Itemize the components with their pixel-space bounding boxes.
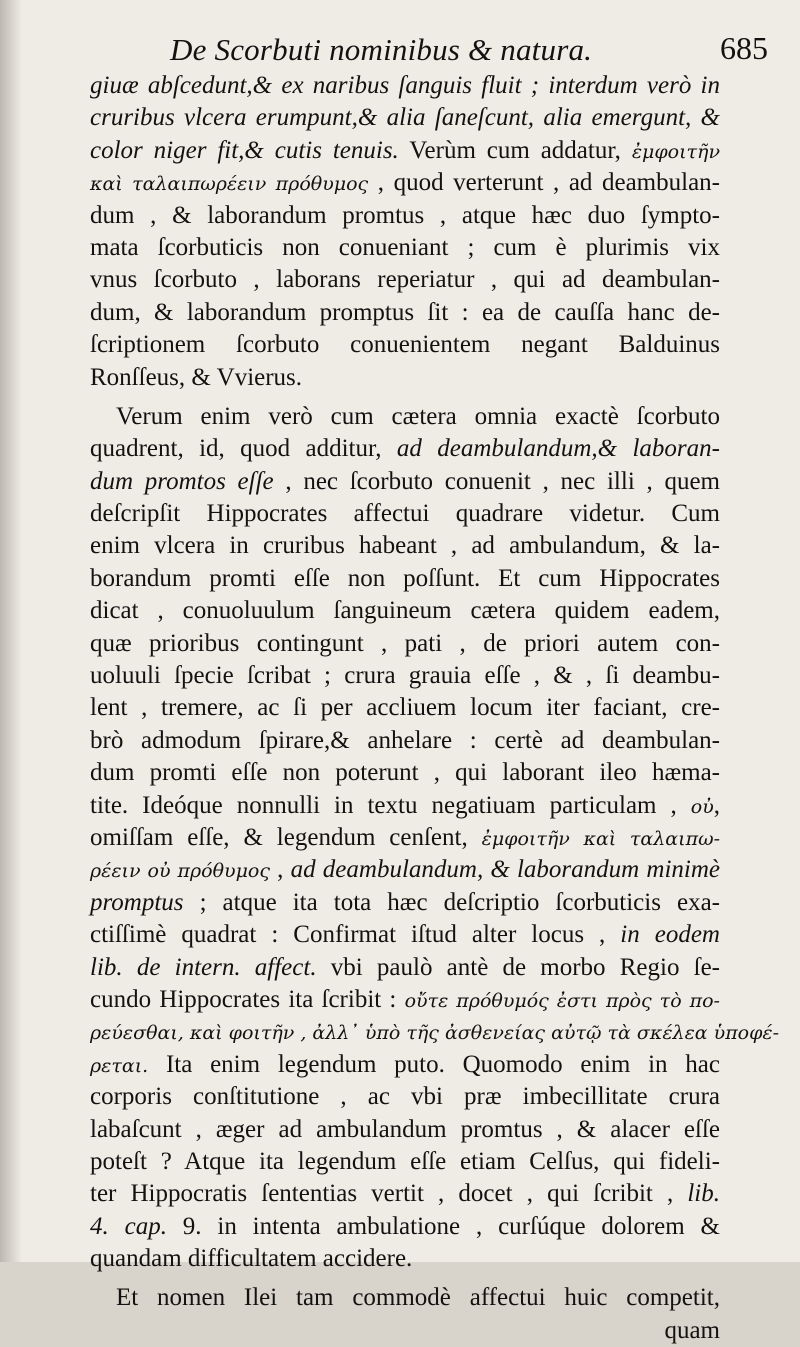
text-line (90, 563, 720, 595)
italic-text: dum promtos eſſe (90, 467, 274, 495)
roman-text: Ita enim legendum puto. Quomodo enim in hac (148, 1050, 720, 1078)
text-line (90, 1114, 720, 1146)
text-line (90, 595, 720, 627)
roman-text: quadrent, id, quod additur, (90, 435, 397, 463)
roman-text: , (713, 791, 720, 819)
roman-text: deſcripſit Hippocrates affectui quadrare videtur. Cum (90, 500, 720, 528)
italic-text: cruribus vlcera erumpunt,& alia ſaneſcunt, alia emergunt, & (90, 104, 720, 132)
page-header (170, 30, 768, 74)
text-line (90, 466, 720, 498)
text-line (90, 1016, 780, 1048)
text-line (90, 1243, 720, 1275)
roman-text: uoluuli ſpecie ſcribat ; crura grauia eſſe , & , ſi deambu- (90, 662, 720, 690)
greek-text: οὔτε πρόθυμός ἐστι πρὸς τὸ πο- (404, 989, 720, 1012)
roman-text: corporis conſtitutione , ac vbi præ imbecillitate crura (90, 1083, 720, 1111)
text-line (90, 628, 720, 660)
text-line (90, 167, 720, 199)
text-line (90, 433, 720, 465)
text-line (90, 1049, 720, 1081)
italic-text: lib. de intern. affect. (90, 953, 317, 981)
text-line (90, 660, 720, 692)
roman-text: Verùm cum addatur, (398, 136, 632, 164)
text-line (90, 70, 720, 102)
roman-text: labaſcunt , æger ad ambulandum promtus , & alacer eſſe (90, 1115, 720, 1143)
text-line (90, 1282, 720, 1314)
roman-text: ; atque ita tota hæc deſcriptio ſcorbuticis exa- (183, 888, 720, 916)
text-line (90, 1315, 720, 1347)
roman-text: quam (664, 1316, 720, 1344)
roman-text: omiſſam eſſe, & legendum cenſent, (90, 823, 482, 851)
italic-text: lib. (687, 1180, 720, 1208)
roman-text: ſcriptionem ſcorbuto conuenientem negant Balduinus (90, 331, 720, 359)
text-line (90, 297, 720, 329)
text-line (90, 887, 720, 919)
roman-text: Ronſſeus, & Vvierus. (90, 363, 303, 391)
text-line (90, 1178, 720, 1210)
roman-text: ctiſſimè quadrat : Confirmat iſtud alter locus , (90, 921, 621, 949)
text-line (90, 401, 720, 433)
roman-text: ter Hippocratis ſententias vertit , docet , qui ſcribit , (90, 1180, 688, 1208)
greek-text: ρέειν οὐ πρόθυμος (90, 860, 270, 883)
text-line (90, 790, 720, 822)
text-line (90, 1146, 720, 1178)
text-line (90, 102, 720, 134)
text-line (90, 725, 720, 757)
text-line (90, 362, 720, 394)
italic-text: color niger fit,& cutis tenuis. (90, 136, 399, 164)
roman-text: dum, & laborandum promptus ſit : ea de cauſſa hanc de- (90, 298, 720, 326)
italic-text: in eodem (620, 921, 720, 949)
text-line (90, 692, 720, 724)
roman-text: Verum enim verò cum cætera omnia exactè ſcorbuto (116, 402, 720, 430)
text-line (90, 530, 720, 562)
greek-text: καὶ ταλαιπωρέειν πρόθυμος (90, 173, 369, 196)
greek-text: ἐμφοιτῆν (631, 140, 720, 163)
greek-text: ρεύεσθαι, καὶ φοιτῆν , ἀλλ᾽ ὑπὸ τῆς ἀσθενείας αὐτῷ τὰ σκέλεα ὑποφέ- (90, 1022, 780, 1045)
roman-text: , (270, 856, 291, 884)
italic-text: giuæ abſcedunt,& ex naribus ſanguis fluit ; interdum verò in (90, 72, 720, 99)
text-line (90, 498, 720, 530)
roman-text: mata ſcorbuticis non conueniant ; cum è plurimis vix (90, 233, 720, 261)
text-line (90, 984, 720, 1016)
text-line (90, 822, 720, 854)
roman-text: , quod verterunt , ad deambulan- (368, 169, 720, 197)
text-line (90, 329, 720, 361)
roman-text: poteſt ? Atque ita legendum eſſe etiam Celſus, qui fideli- (90, 1147, 720, 1175)
italic-text: ad deambulandum, & laborandum minimè (290, 856, 720, 884)
roman-text: vbi paulò antè de morbo Regio ſe- (316, 953, 721, 981)
roman-text: cundo Hippocrates ita ſcribit : (90, 985, 405, 1013)
roman-text: Et nomen Ilei tam commodè affectui huic competit, (116, 1284, 720, 1312)
text-line (90, 919, 720, 951)
roman-text: vnus ſcorbuto , laborans reperiatur , qui ad deambulan- (90, 266, 720, 294)
roman-text: 9. in intenta ambulatione , curſúque dolorem & (166, 1212, 720, 1240)
roman-text: dicat , conuoluulum ſanguineum cætera quidem eadem, (90, 597, 720, 625)
roman-text: quandam difficultatem accidere. (90, 1245, 413, 1273)
text-line (90, 135, 720, 167)
page-number: 685 (720, 30, 768, 66)
text-line (90, 232, 720, 264)
roman-text: quæ prioribus contingunt , pati , de priori autem con- (90, 629, 720, 657)
text-line (90, 200, 720, 232)
roman-text: tite. Ideóque nonnulli in textu negatiuam particulam , (90, 791, 691, 819)
text-line (90, 757, 720, 789)
text-line (90, 264, 720, 296)
roman-text: dum promti eſſe non poterunt , qui laborant ileo hæma- (90, 759, 720, 787)
roman-text: enim vlcera in cruribus habeant , ad ambulandum, & la- (90, 532, 720, 560)
text-line (90, 854, 720, 886)
roman-text: borandum promti eſſe non poſſunt. Et cum Hippocrates (90, 564, 720, 592)
italic-text: 4. cap. (90, 1212, 167, 1240)
greek-text: ρεται. (90, 1054, 149, 1077)
text-body (90, 70, 780, 1347)
roman-text: brò admodum ſpirare,& anhelare : certè ad deambulan- (90, 726, 720, 754)
roman-text: lent , tremere, ac ſi per accliuem locum iter faciant, cre- (90, 694, 720, 722)
text-line (90, 1081, 720, 1113)
roman-text: , nec ſcorbuto conuenit , nec illi , quem (273, 467, 721, 495)
italic-text: promptus (90, 888, 184, 916)
running-title: De Scorbuti nominibus & natura. (170, 32, 593, 67)
text-line (90, 952, 720, 984)
greek-text: ἐμφοιτῆν καὶ ταλαιπω- (481, 827, 720, 850)
greek-text: οὐ (690, 795, 714, 818)
italic-text: ad deambulandum,& laboran- (396, 435, 720, 463)
text-line (90, 1211, 720, 1243)
roman-text: dum , & laborandum promtus , atque hæc duo ſympto- (90, 201, 720, 229)
